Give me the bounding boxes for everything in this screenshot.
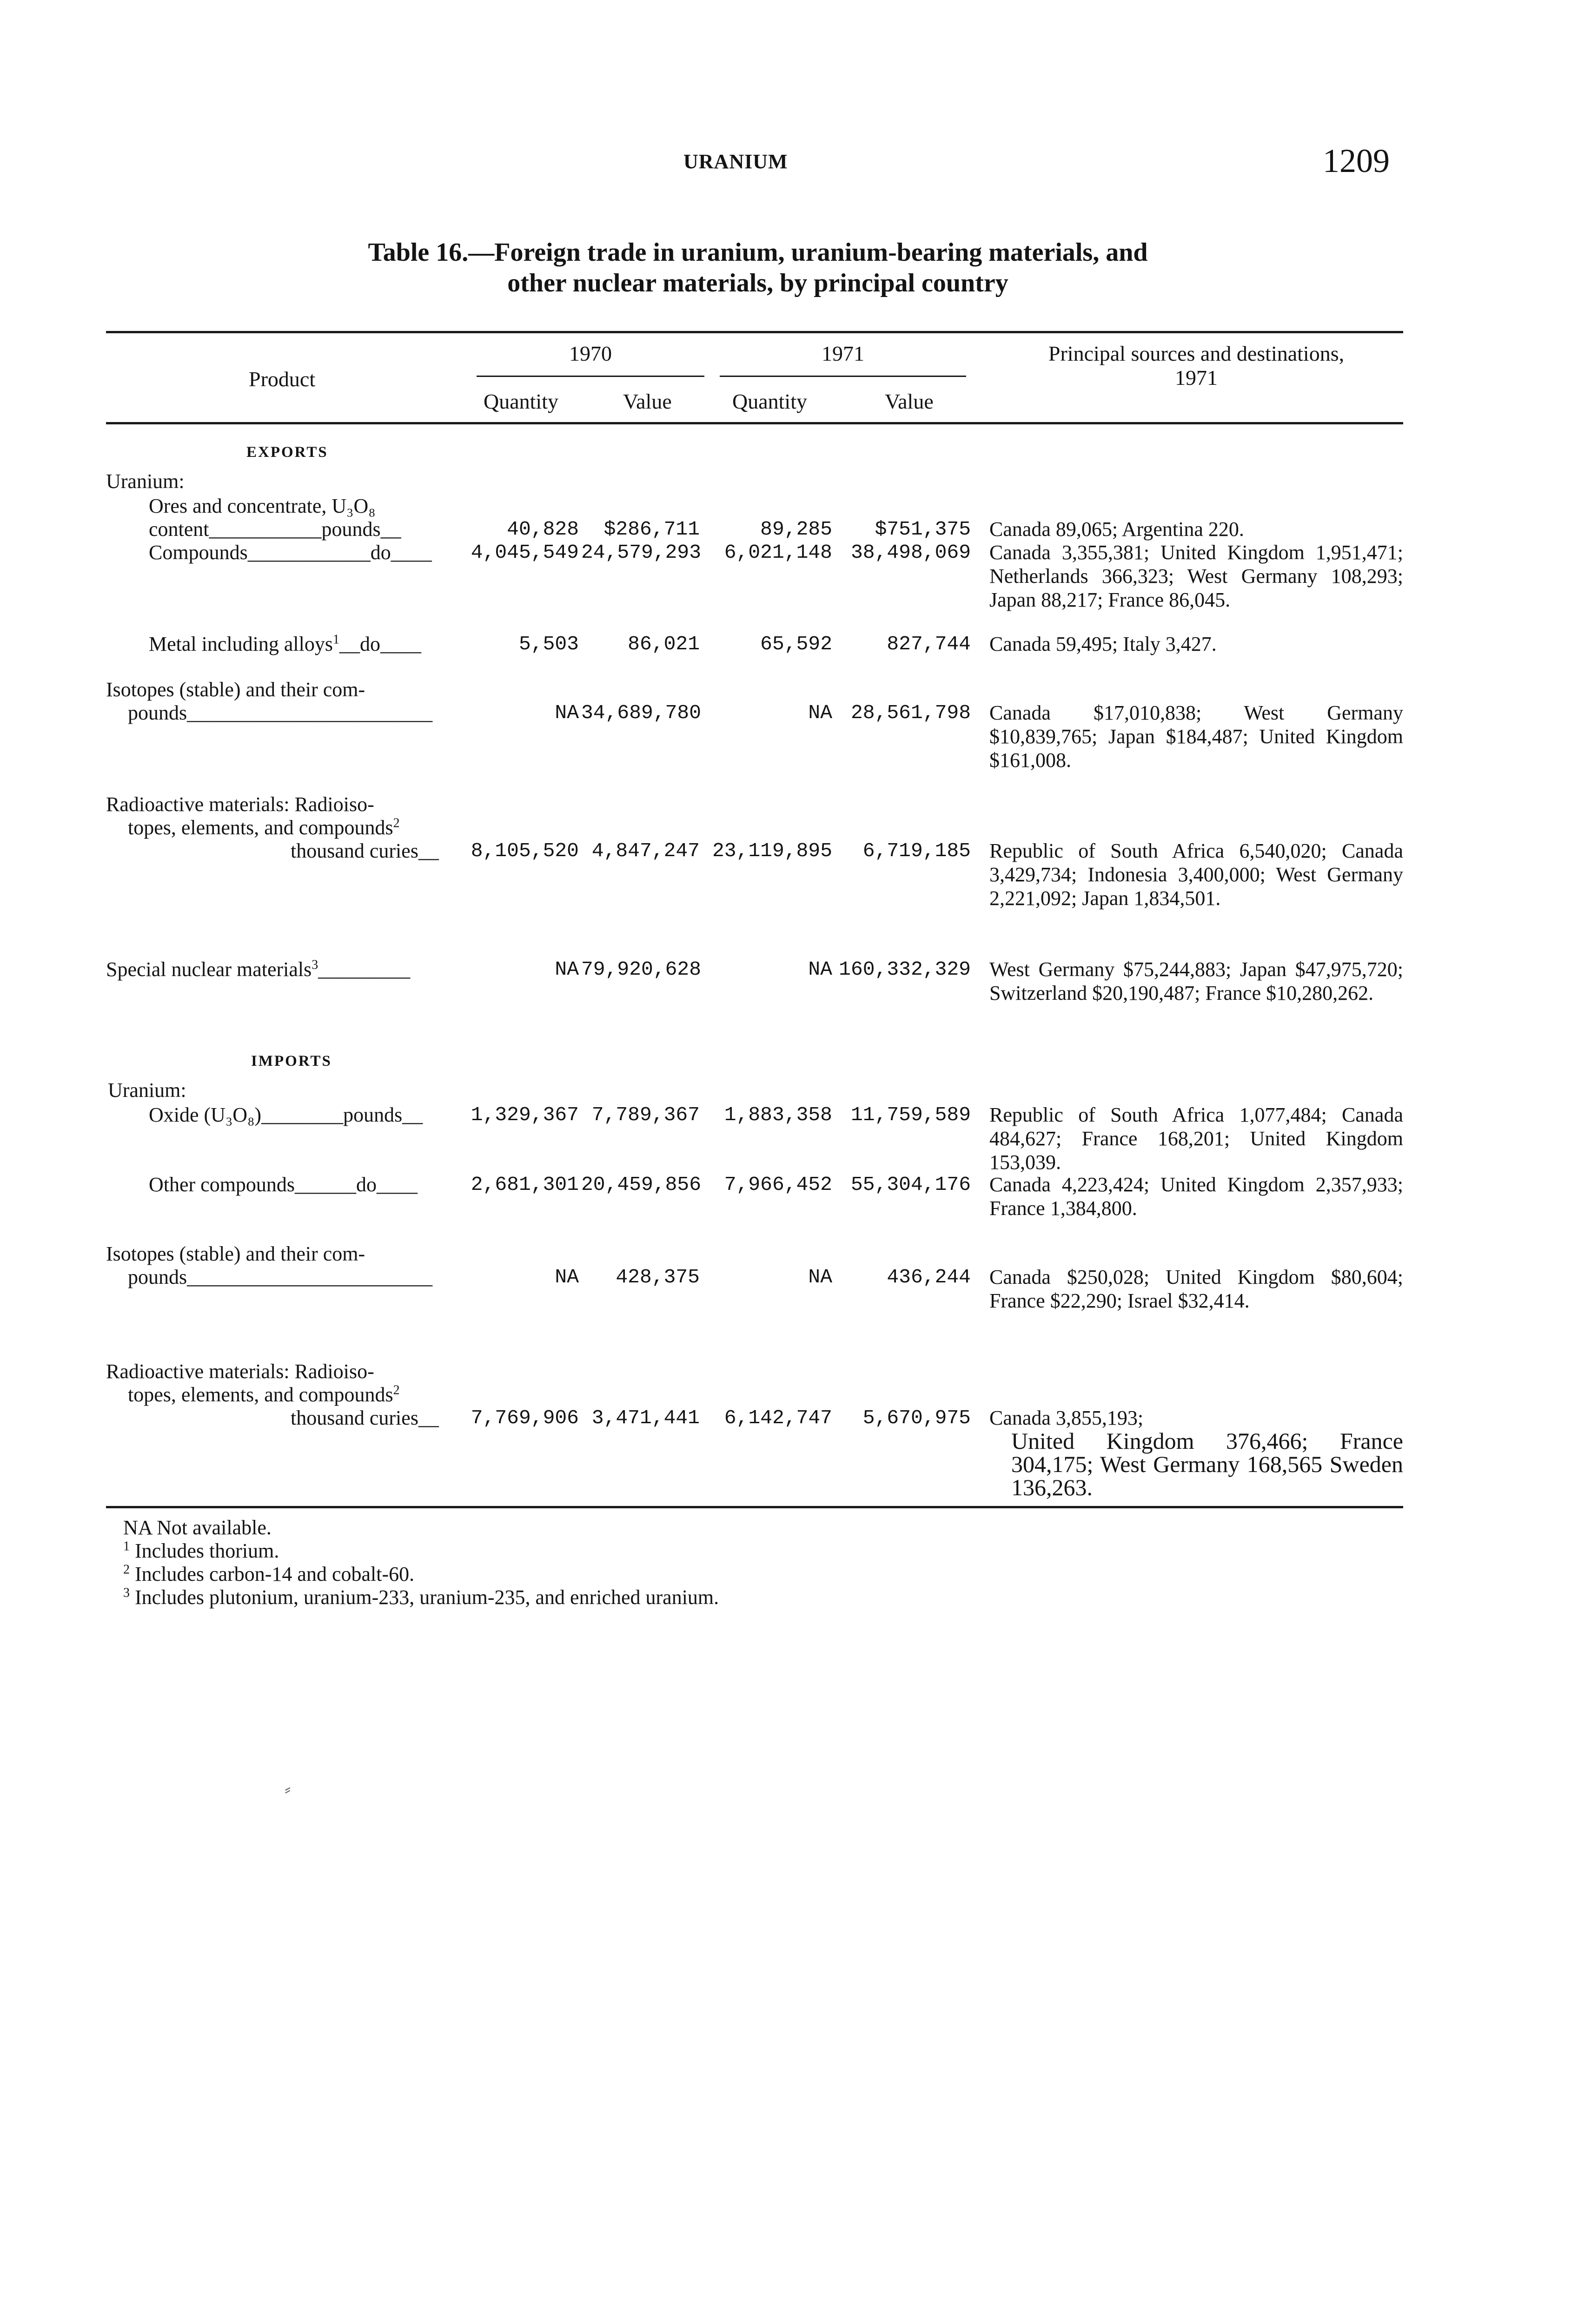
section-exports: EXPORTS (246, 444, 328, 461)
exports-isotopes-quantity-1971: NA (808, 701, 832, 724)
header-1971-underline (720, 376, 966, 377)
imports-isotopes-value-1971: 436,244 (887, 1266, 971, 1288)
imports-isotopes-label-line-2: pounds________________________ (128, 1266, 433, 1288)
imports-other-label: Other compounds______do____ (149, 1173, 418, 1196)
exports-special-label-tail: _________ (318, 958, 411, 981)
exports-compounds-quantity-1970: 4,045,549 (471, 541, 579, 564)
exports-compounds-value-1971: 38,498,069 (850, 541, 971, 564)
header-bottom-rule (106, 422, 1403, 424)
exports-compounds-quantity-1971: 6,021,148 (724, 541, 832, 564)
exports-isotopes-sources: Canada $17,010,838; West Germany $10,839,765; Japan $184,487; United Kingdom $161,008. (989, 701, 1403, 772)
imports-radio-label-line-1: Radioactive materials: Radioiso- (106, 1360, 374, 1383)
header-value-1971: Value (885, 390, 934, 413)
exports-radio-quantity-1971: 23,119,895 (712, 839, 832, 862)
header-value-1970: Value (623, 390, 672, 413)
exports-special-quantity-1971: NA (808, 958, 832, 981)
header-sources-line-1: Principal sources and destinations, (1048, 342, 1345, 365)
header-quantity-1971: Quantity (732, 390, 807, 413)
imports-isotopes-sources: Canada $250,028; United Kingdom $80,604; France $22,290; Israel $32,414. (989, 1266, 1403, 1312)
header-1971: 1971 (822, 342, 864, 365)
footnote-3 (123, 1586, 719, 1609)
section-imports: IMPORTS (251, 1053, 332, 1070)
exports-special-value-1970: 79,920,628 (581, 958, 702, 981)
imports-oxide-quantity-1971: 1,883,358 (724, 1103, 832, 1126)
imports-radio-value-1971: 5,670,975 (862, 1406, 971, 1429)
imports-radio-label-line-2-text: topes, elements, and compounds (128, 1383, 393, 1406)
exports-ores-value-1971: $751,375 (875, 518, 971, 541)
header-1970: 1970 (569, 342, 612, 365)
table-top-rule (106, 331, 1403, 333)
header-quantity-1970: Quantity (484, 390, 558, 413)
running-head: URANIUM (683, 150, 788, 173)
footnote-3-text: Includes plutonium, uranium-233, uranium-235, and enriched uranium. (135, 1586, 719, 1609)
header-product: Product (249, 367, 316, 391)
exports-radio-sources: Republic of South Africa 6,540,020; Canada 3,429,734; Indonesia 3,400,000; West Germany 2,221,092; Japan 1,834,501. (989, 839, 1403, 910)
table-title-line-2: other nuclear materials, by principal country (507, 269, 1008, 297)
exports-radio-label-line-2-text: topes, elements, and compounds (128, 816, 393, 839)
exports-special-label (106, 957, 410, 982)
stray-print-mark: ⸗ (285, 1778, 291, 1799)
imports-oxide-value-1971: 11,759,589 (850, 1103, 971, 1126)
exports-metal-quantity-1970: 5,503 (518, 633, 579, 655)
footnote-1-mark: 1 (123, 1539, 130, 1554)
exports-compounds-value-1970: 24,579,293 (581, 541, 702, 564)
exports-compounds-label: Compounds____________do____ (149, 541, 432, 564)
exports-isotopes-quantity-1970: NA (555, 701, 579, 724)
exports-metal-sources: Canada 59,495; Italy 3,427. (989, 633, 1217, 655)
exports-metal-label-tail: __do____ (339, 633, 421, 655)
exports-ores-value-1970: $286,711 (603, 518, 700, 541)
exports-ores-sources: Canada 89,065; Argentina 220. (989, 518, 1244, 541)
exports-radio-label-line-2 (128, 816, 400, 840)
footnote-2-mark: 2 (123, 1562, 130, 1577)
exports-metal-label-text: Metal including alloys (149, 633, 333, 655)
footnote-2 (123, 1563, 414, 1586)
imports-radio-sources-line-1: Canada 3,855,193; (989, 1406, 1144, 1429)
footnote-1-text: Includes thorium. (135, 1539, 279, 1562)
exports-ores-quantity-1971: 89,285 (760, 518, 832, 541)
exports-radio-value-1970: 4,847,247 (591, 839, 700, 862)
exports-radio-label-line-1: Radioactive materials: Radioiso- (106, 793, 374, 816)
imports-other-value-1971: 55,304,176 (850, 1173, 971, 1196)
footnote-ref-3: 3 (312, 957, 318, 972)
exports-metal-value-1970: 86,021 (628, 633, 700, 655)
exports-ores-label-line-1: Ores and concentrate, U₃O₈ (149, 495, 376, 517)
exports-radio-value-1971: 6,719,185 (862, 839, 971, 862)
exports-isotopes-label-line-2: pounds________________________ (128, 701, 433, 724)
table-title-line-1: Table 16.—Foreign trade in uranium, uranium-bearing materials, and (368, 238, 1148, 267)
imports-radio-sources-rest: United Kingdom 376,466; France 304,175; West Germany 168,565 Sweden 136,263. (1011, 1428, 1403, 1500)
imports-other-value-1970: 20,459,856 (581, 1173, 702, 1196)
exports-metal-value-1971: 827,744 (887, 633, 971, 655)
exports-isotopes-value-1971: 28,561,798 (850, 701, 971, 724)
imports-isotopes-label-line-1: Isotopes (stable) and their com- (106, 1242, 365, 1265)
exports-ores-label-line-2: content___________pounds__ (149, 518, 401, 541)
imports-radio-quantity-1970: 7,769,906 (471, 1406, 579, 1429)
imports-oxide-sources: Republic of South Africa 1,077,484; Canada 484,627; France 168,201; United Kingdom 153,039. (989, 1103, 1403, 1174)
imports-radio-label-line-3: thousand curies__ (291, 1406, 439, 1429)
imports-other-quantity-1970: 2,681,301 (471, 1173, 579, 1196)
imports-oxide-value-1970: 7,789,367 (591, 1103, 700, 1126)
footnote-3-mark: 3 (123, 1585, 130, 1600)
imports-oxide-quantity-1970: 1,329,367 (471, 1103, 579, 1126)
imports-other-sources: Canada 4,223,424; United Kingdom 2,357,933; France 1,384,800. (989, 1173, 1403, 1220)
imports-isotopes-value-1970: 428,375 (616, 1266, 700, 1288)
imports-radio-label-line-2 (128, 1383, 400, 1407)
header-sources-line-2: 1971 (1175, 366, 1218, 390)
table-title (153, 237, 1362, 298)
page-number: 1209 (1323, 142, 1390, 179)
header-sources (989, 342, 1403, 390)
exports-special-label-text: Special nuclear materials (106, 958, 312, 981)
exports-special-value-1971: 160,332,329 (839, 958, 971, 981)
footnote-na: NA Not available. (123, 1516, 272, 1539)
imports-oxide-label: Oxide (U₃O₈)________pounds__ (149, 1103, 423, 1126)
exports-compounds-sources: Canada 3,355,381; United Kingdom 1,951,471; Netherlands 366,323; West Germany 108,293; Japan 88,217; France 86,045. (989, 541, 1403, 611)
exports-metal-quantity-1971: 65,592 (760, 633, 832, 655)
exports-uranium-label: Uranium: (106, 470, 185, 493)
exports-radio-quantity-1970: 8,105,520 (471, 839, 579, 862)
footnote-ref-2: 2 (393, 816, 400, 831)
imports-isotopes-quantity-1970: NA (555, 1266, 579, 1288)
imports-isotopes-quantity-1971: NA (808, 1266, 832, 1288)
exports-special-sources: West Germany $75,244,883; Japan $47,975,720; Switzerland $20,190,487; France $10,280,262. (989, 958, 1403, 1004)
table-bottom-rule (106, 1506, 1403, 1508)
exports-metal-label (149, 632, 421, 656)
imports-uranium-label: Uranium: (108, 1079, 186, 1102)
footnote-ref-1: 1 (332, 632, 339, 647)
footnote-2-text: Includes carbon-14 and cobalt-60. (135, 1563, 415, 1585)
exports-radio-label-line-3: thousand curies__ (291, 839, 439, 862)
footnote-1 (123, 1539, 279, 1563)
footnote-ref-2-imports: 2 (393, 1383, 400, 1398)
exports-special-quantity-1970: NA (555, 958, 579, 981)
exports-isotopes-value-1970: 34,689,780 (581, 701, 702, 724)
header-1970-underline (477, 376, 704, 377)
imports-radio-quantity-1971: 6,142,747 (724, 1406, 832, 1429)
imports-other-quantity-1971: 7,966,452 (724, 1173, 832, 1196)
imports-radio-value-1970: 3,471,441 (591, 1406, 700, 1429)
exports-ores-quantity-1970: 40,828 (507, 518, 579, 541)
exports-isotopes-label-line-1: Isotopes (stable) and their com- (106, 678, 365, 701)
